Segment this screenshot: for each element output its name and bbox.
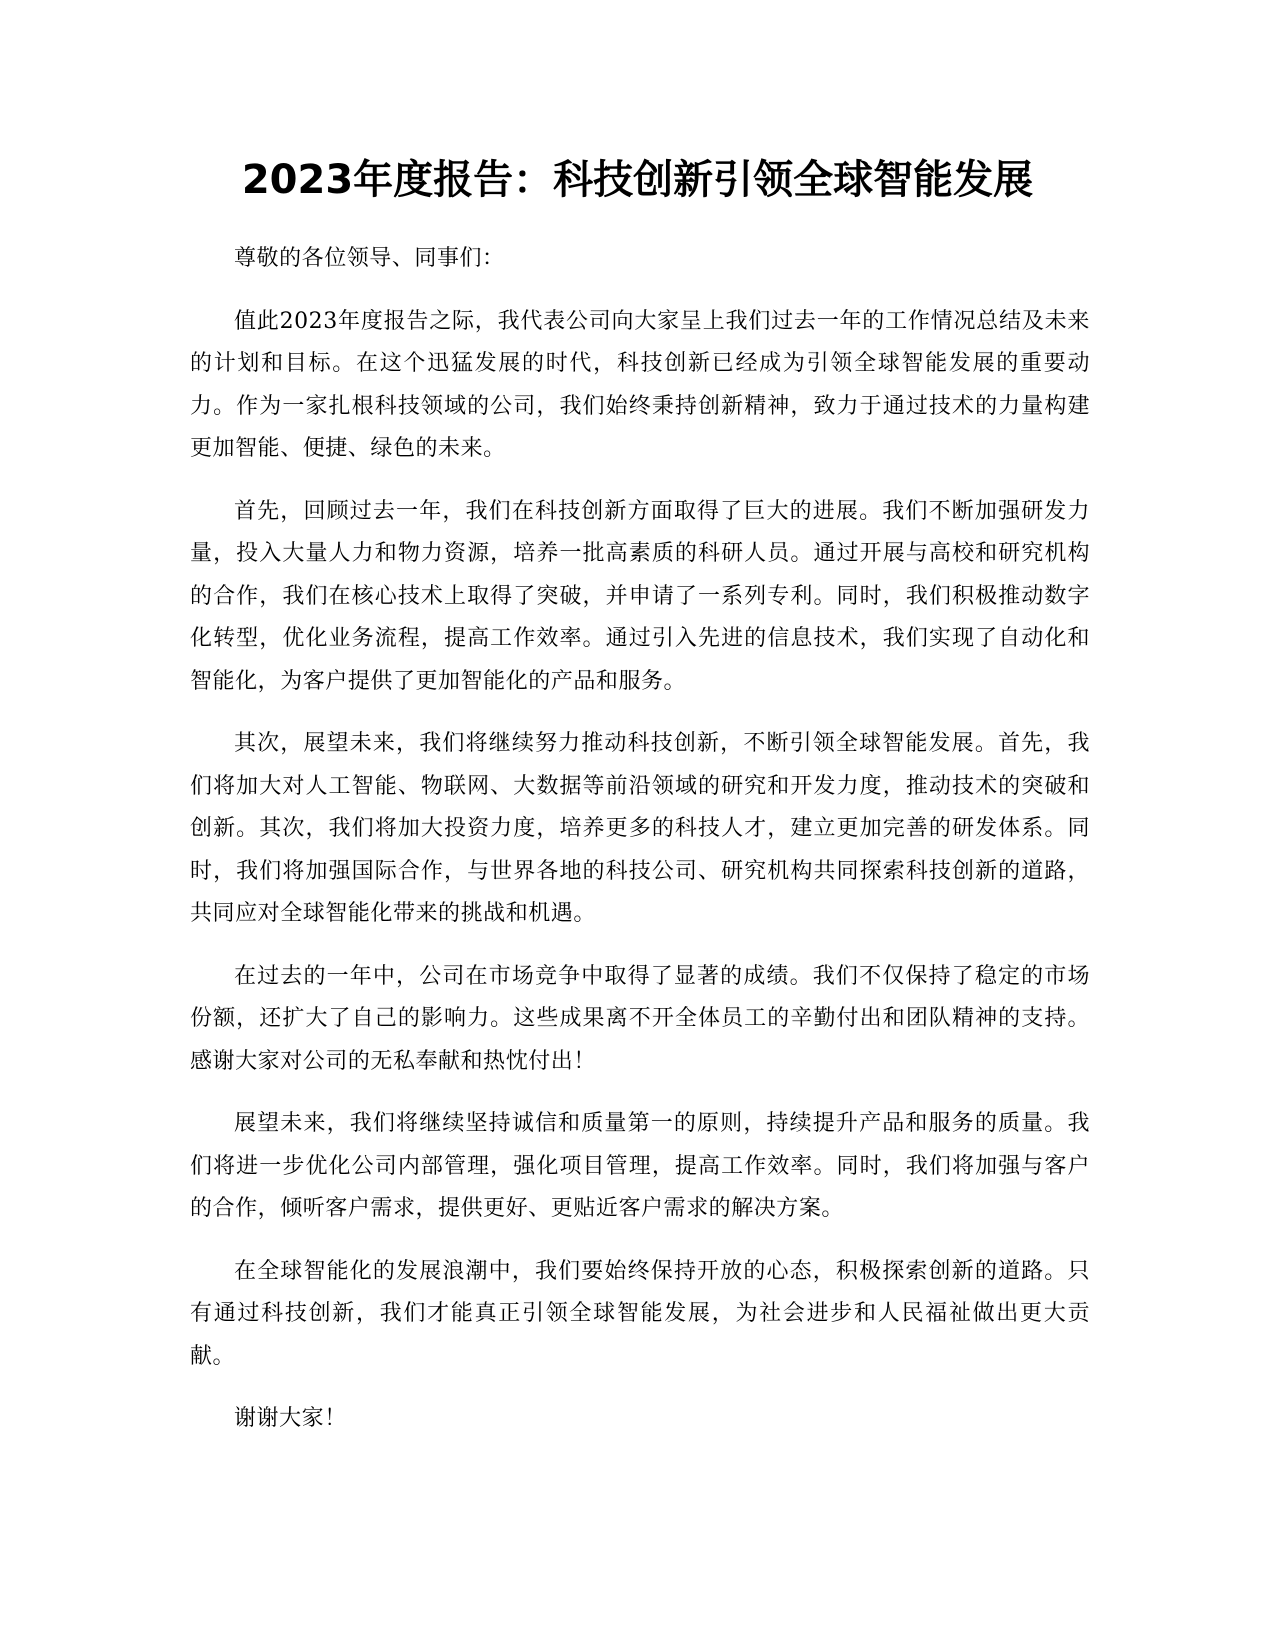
paragraph-thanks: 谢谢大家！ — [234, 1406, 347, 1431]
paragraph-outlook: 其次，展望未来，我们将继续努力推动科技创新，不断引领全球智能发展。首先，我们将加大对人工智能、物联网、大数据等前沿领域的研究和开发力度，推动技术的突破和创新。其次，我们将加大投资力度，培养更多的科技人才，建立更加完善的研发体系。同时，我们将加强国际合作，与世界各地的科技公司、研究机构共同探索科技创新的道路，共同应对全球智能化带来的挑战和机遇。 — [190, 731, 1090, 926]
paragraph-future-plans: 展望未来，我们将继续坚持诚信和质量第一的原则，持续提升产品和服务的质量。我们将进一步优化公司内部管理，强化项目管理，提高工作效率。同时，我们将加强与客户的合作，倾听客户需求，提供更好、更贴近客户需求的解决方案。 — [190, 1111, 1090, 1221]
document-body — [190, 238, 1090, 1461]
paragraph-conclusion: 在全球智能化的发展浪潮中，我们要始终保持开放的心态，积极探索创新的道路。只有通过科技创新，我们才能真正引领全球智能发展，为社会进步和人民福祉做出更大贡献。 — [190, 1258, 1090, 1369]
paragraph-salutation: 尊敬的各位领导、同事们： — [234, 246, 505, 271]
paragraph-introduction: 值此2023年度报告之际，我代表公司向大家呈上我们过去一年的工作情况总结及未来的计划和目标。在这个迅猛发展的时代，科技创新已经成为引领全球智能发展的重要动力。作为一家扎根科技领域的公司，我们始终秉持创新精神，致力于通过技术的力量构建更加智能、便捷、绿色的未来。 — [190, 308, 1090, 461]
paragraph-review: 首先，回顾过去一年，我们在科技创新方面取得了巨大的进展。我们不断加强研发力量，投入大量人力和物力资源，培养一批高素质的科研人员。通过开展与高校和研究机构的合作，我们在核心技术上取得了突破，并申请了一系列专利。同时，我们积极推动数字化转型，优化业务流程，提高工作效率。通过引入先进的信息技术，我们实现了自动化和智能化，为客户提供了更加智能化的产品和服务。 — [190, 498, 1090, 694]
document-title: 2023年度报告：科技创新引领全球智能发展 — [241, 157, 1034, 203]
paragraph-achievements: 在过去的一年中，公司在市场竞争中取得了显著的成绩。我们不仅保持了稳定的市场份额，还扩大了自己的影响力。这些成果离不开全体员工的辛勤付出和团队精神的支持。感谢大家对公司的无私奉献和热忱付出！ — [190, 963, 1090, 1074]
